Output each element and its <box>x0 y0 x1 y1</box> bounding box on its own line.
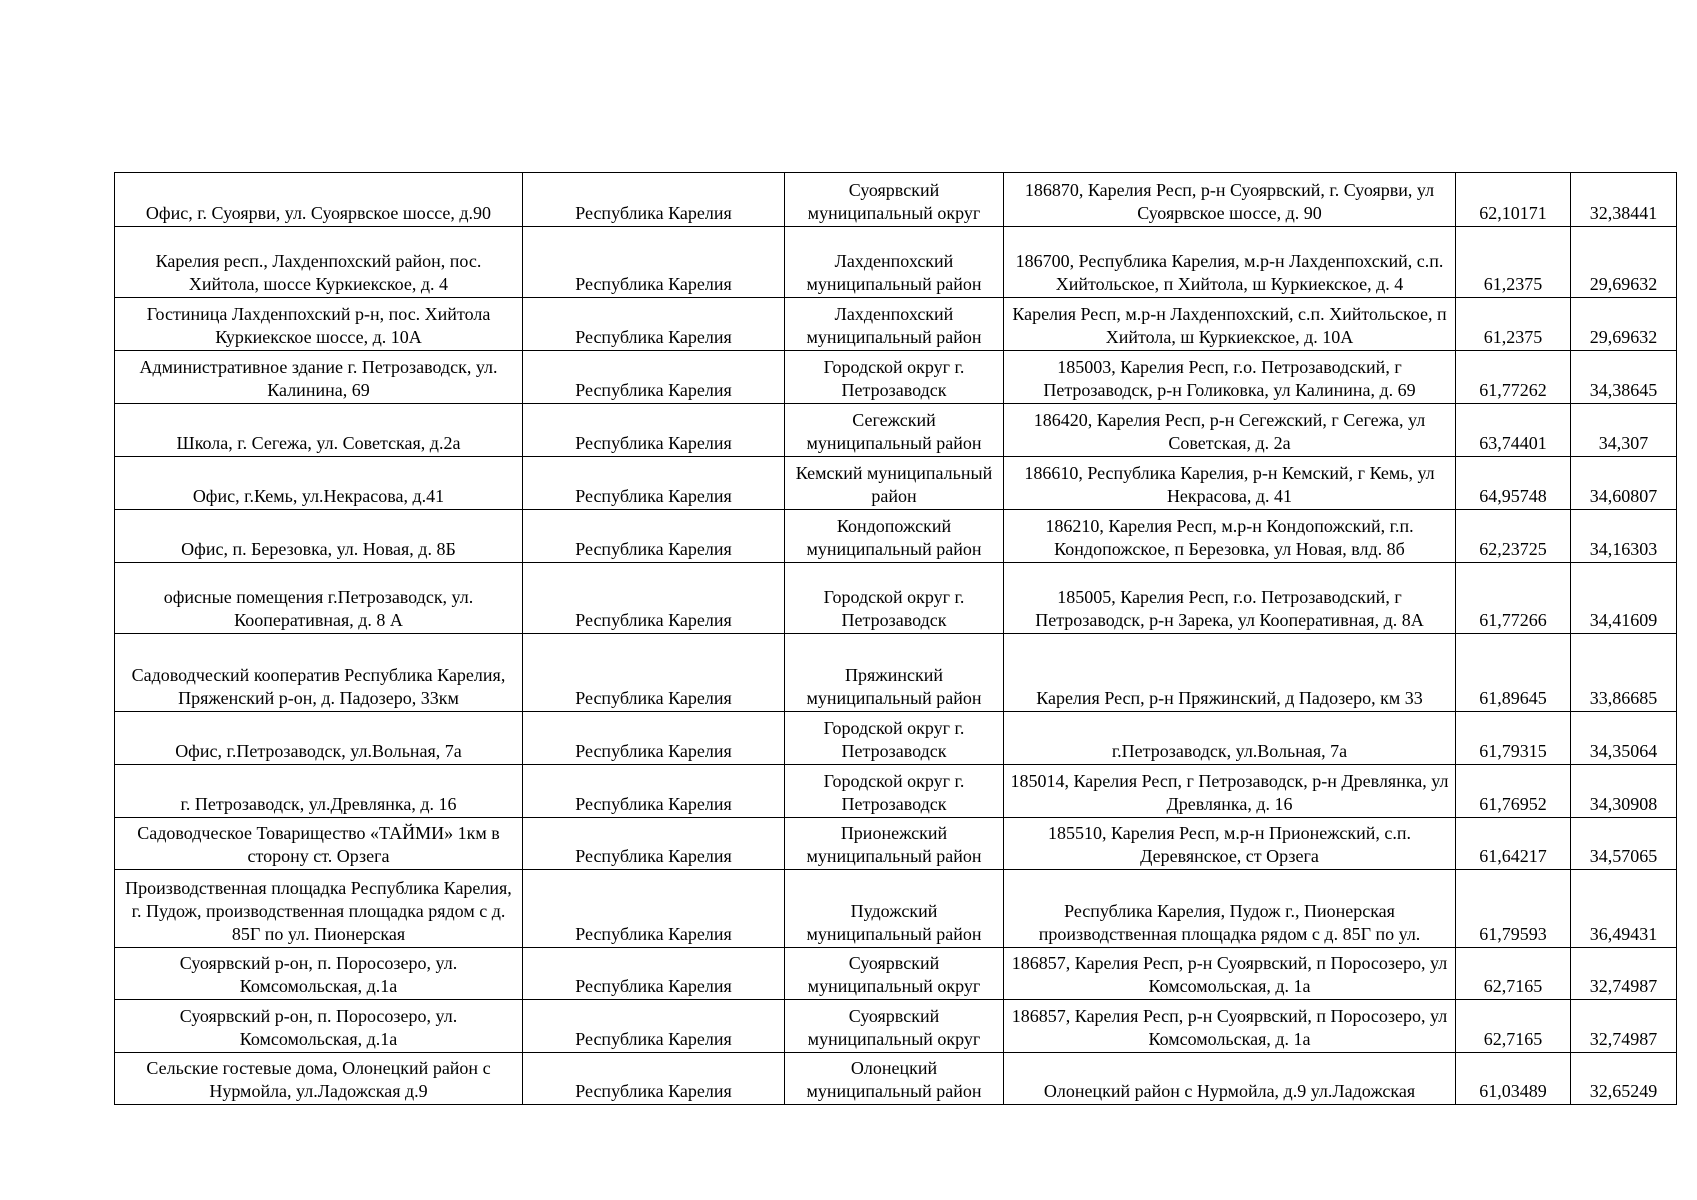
latitude-cell: 62,7165 <box>1456 948 1571 1000</box>
table-row <box>115 404 1677 457</box>
longitude-cell: 34,41609 <box>1571 563 1677 634</box>
address-cell: 186210, Карелия Респ, м.р-н Кондопожский, г.п. Кондопожское, п Березовка, ул Новая, влд. 8б <box>1004 510 1456 563</box>
latitude-cell: 61,79315 <box>1456 712 1571 765</box>
table-row <box>115 870 1677 948</box>
object-name-cell: Суоярвский р-он, п. Поросозеро, ул. Комсомольская, д.1а <box>115 1000 523 1053</box>
table-row <box>115 510 1677 563</box>
longitude-cell: 34,30908 <box>1571 765 1677 818</box>
table-row <box>115 1053 1677 1105</box>
object-name-cell: офисные помещения г.Петрозаводск, ул. Кооперативная, д. 8 А <box>115 563 523 634</box>
object-name-cell: г. Петрозаводск, ул.Древлянка, д. 16 <box>115 765 523 818</box>
latitude-cell: 62,10171 <box>1456 173 1571 227</box>
latitude-cell: 61,89645 <box>1456 634 1571 712</box>
longitude-cell: 32,38441 <box>1571 173 1677 227</box>
municipality-cell: Прионежский муниципальный район <box>785 818 1004 870</box>
latitude-cell: 61,2375 <box>1456 298 1571 351</box>
municipality-cell: Кондопожский муниципальный район <box>785 510 1004 563</box>
address-cell: 186700, Республика Карелия, м.р-н Лахденпохский, с.п. Хийтольское, п Хийтола, ш Куркиекское, д. 4 <box>1004 227 1456 298</box>
municipality-cell: Городской округ г. Петрозаводск <box>785 351 1004 404</box>
address-cell: 186857, Карелия Респ, р-н Суоярвский, п Поросозеро, ул Комсомольская, д. 1а <box>1004 948 1456 1000</box>
latitude-cell: 61,76952 <box>1456 765 1571 818</box>
region-cell: Республика Карелия <box>523 351 785 404</box>
address-cell: Республика Карелия, Пудож г., Пионерская производственная площадка рядом с д. 85Г по ул. <box>1004 870 1456 948</box>
region-cell: Республика Карелия <box>523 173 785 227</box>
address-cell: г.Петрозаводск, ул.Вольная, 7а <box>1004 712 1456 765</box>
address-cell: 185014, Карелия Респ, г Петрозаводск, р-н Древлянка, ул Древлянка, д. 16 <box>1004 765 1456 818</box>
region-cell: Республика Карелия <box>523 870 785 948</box>
region-cell: Республика Карелия <box>523 298 785 351</box>
municipality-cell: Кемский муниципальный район <box>785 457 1004 510</box>
table-row <box>115 351 1677 404</box>
latitude-cell: 61,2375 <box>1456 227 1571 298</box>
address-cell: 185003, Карелия Респ, г.о. Петрозаводский, г Петрозаводск, р-н Голиковка, ул Калинина, д. 69 <box>1004 351 1456 404</box>
region-cell: Республика Карелия <box>523 404 785 457</box>
region-cell: Республика Карелия <box>523 510 785 563</box>
longitude-cell: 34,35064 <box>1571 712 1677 765</box>
object-name-cell: Гостиница Лахденпохский р-н, пос. Хийтола Куркиекское шоссе, д. 10А <box>115 298 523 351</box>
longitude-cell: 32,65249 <box>1571 1053 1677 1105</box>
longitude-cell: 34,38645 <box>1571 351 1677 404</box>
address-cell: 186420, Карелия Респ, р-н Сегежский, г Сегежа, ул Советская, д. 2а <box>1004 404 1456 457</box>
municipality-cell: Олонецкий муниципальный район <box>785 1053 1004 1105</box>
address-cell: Олонецкий район с Нурмойла, д.9 ул.Ладожская <box>1004 1053 1456 1105</box>
latitude-cell: 61,77262 <box>1456 351 1571 404</box>
region-cell: Республика Карелия <box>523 1000 785 1053</box>
region-cell: Республика Карелия <box>523 634 785 712</box>
table-row <box>115 634 1677 712</box>
latitude-cell: 61,77266 <box>1456 563 1571 634</box>
table-row <box>115 563 1677 634</box>
table-row <box>115 948 1677 1000</box>
longitude-cell: 34,307 <box>1571 404 1677 457</box>
municipality-cell: Лахденпохский муниципальный район <box>785 227 1004 298</box>
longitude-cell: 36,49431 <box>1571 870 1677 948</box>
address-cell: 185510, Карелия Респ, м.р-н Прионежский, с.п. Деревянское, ст Орзега <box>1004 818 1456 870</box>
address-cell: 186857, Карелия Респ, р-н Суоярвский, п Поросозеро, ул Комсомольская, д. 1а <box>1004 1000 1456 1053</box>
latitude-cell: 61,03489 <box>1456 1053 1571 1105</box>
longitude-cell: 34,57065 <box>1571 818 1677 870</box>
region-cell: Республика Карелия <box>523 457 785 510</box>
longitude-cell: 32,74987 <box>1571 948 1677 1000</box>
object-name-cell: Офис, п. Березовка, ул. Новая, д. 8Б <box>115 510 523 563</box>
latitude-cell: 64,95748 <box>1456 457 1571 510</box>
region-cell: Республика Карелия <box>523 563 785 634</box>
municipality-cell: Суоярвский муниципальный округ <box>785 948 1004 1000</box>
longitude-cell: 29,69632 <box>1571 227 1677 298</box>
longitude-cell: 29,69632 <box>1571 298 1677 351</box>
municipality-cell: Суоярвский муниципальный округ <box>785 173 1004 227</box>
municipality-cell: Пряжинский муниципальный район <box>785 634 1004 712</box>
table-row <box>115 298 1677 351</box>
object-name-cell: Сельские гостевые дома, Олонецкий район с Нурмойла, ул.Ладожская д.9 <box>115 1053 523 1105</box>
object-name-cell: Офис, г.Кемь, ул.Некрасова, д.41 <box>115 457 523 510</box>
object-name-cell: Производственная площадка Республика Карелия, г. Пудож, производственная площадка рядом с д. 85Г по ул. Пионерская <box>115 870 523 948</box>
latitude-cell: 61,64217 <box>1456 818 1571 870</box>
object-name-cell: Административное здание г. Петрозаводск, ул. Калинина, 69 <box>115 351 523 404</box>
region-cell: Республика Карелия <box>523 227 785 298</box>
table-row <box>115 818 1677 870</box>
object-name-cell: Офис, г.Петрозаводск, ул.Вольная, 7а <box>115 712 523 765</box>
municipality-cell: Городской округ г. Петрозаводск <box>785 765 1004 818</box>
object-name-cell: Садоводческое Товарищество «ТАЙМИ» 1км в сторону ст. Орзега <box>115 818 523 870</box>
region-cell: Республика Карелия <box>523 818 785 870</box>
latitude-cell: 62,23725 <box>1456 510 1571 563</box>
address-cell: Карелия Респ, м.р-н Лахденпохский, с.п. Хийтольское, п Хийтола, ш Куркиекское, д. 10А <box>1004 298 1456 351</box>
object-name-cell: Садоводческий кооператив Республика Карелия, Пряженский р-он, д. Падозеро, 33км <box>115 634 523 712</box>
table-row <box>115 712 1677 765</box>
municipality-cell: Суоярвский муниципальный округ <box>785 1000 1004 1053</box>
objects-table-body <box>115 173 1677 1105</box>
longitude-cell: 34,16303 <box>1571 510 1677 563</box>
longitude-cell: 32,74987 <box>1571 1000 1677 1053</box>
longitude-cell: 34,60807 <box>1571 457 1677 510</box>
municipality-cell: Сегежский муниципальный район <box>785 404 1004 457</box>
region-cell: Республика Карелия <box>523 1053 785 1105</box>
object-name-cell: Суоярвский р-он, п. Поросозеро, ул. Комсомольская, д.1а <box>115 948 523 1000</box>
object-name-cell: Школа, г. Сегежа, ул. Советская, д.2а <box>115 404 523 457</box>
table-row <box>115 1000 1677 1053</box>
region-cell: Республика Карелия <box>523 765 785 818</box>
region-cell: Республика Карелия <box>523 948 785 1000</box>
address-cell: Карелия Респ, р-н Пряжинский, д Падозеро, км 33 <box>1004 634 1456 712</box>
object-name-cell: Офис, г. Суоярви, ул. Суоярвское шоссе, д.90 <box>115 173 523 227</box>
address-cell: 186870, Карелия Респ, р-н Суоярвский, г. Суоярви, ул Суоярвское шоссе, д. 90 <box>1004 173 1456 227</box>
latitude-cell: 63,74401 <box>1456 404 1571 457</box>
region-cell: Республика Карелия <box>523 712 785 765</box>
address-cell: 186610, Республика Карелия, р-н Кемский, г Кемь, ул Некрасова, д. 41 <box>1004 457 1456 510</box>
latitude-cell: 62,7165 <box>1456 1000 1571 1053</box>
municipality-cell: Городской округ г. Петрозаводск <box>785 712 1004 765</box>
longitude-cell: 33,86685 <box>1571 634 1677 712</box>
table-row <box>115 227 1677 298</box>
municipality-cell: Лахденпохский муниципальный район <box>785 298 1004 351</box>
municipality-cell: Пудожский муниципальный район <box>785 870 1004 948</box>
table-row <box>115 173 1677 227</box>
address-cell: 185005, Карелия Респ, г.о. Петрозаводский, г Петрозаводск, р-н Зарека, ул Кооперативная, д. 8А <box>1004 563 1456 634</box>
objects-table <box>114 172 1677 1105</box>
municipality-cell: Городской округ г. Петрозаводск <box>785 563 1004 634</box>
table-row <box>115 457 1677 510</box>
table-row <box>115 765 1677 818</box>
object-name-cell: Карелия респ., Лахденпохский район, пос. Хийтола, шоссе Куркиекское, д. 4 <box>115 227 523 298</box>
latitude-cell: 61,79593 <box>1456 870 1571 948</box>
